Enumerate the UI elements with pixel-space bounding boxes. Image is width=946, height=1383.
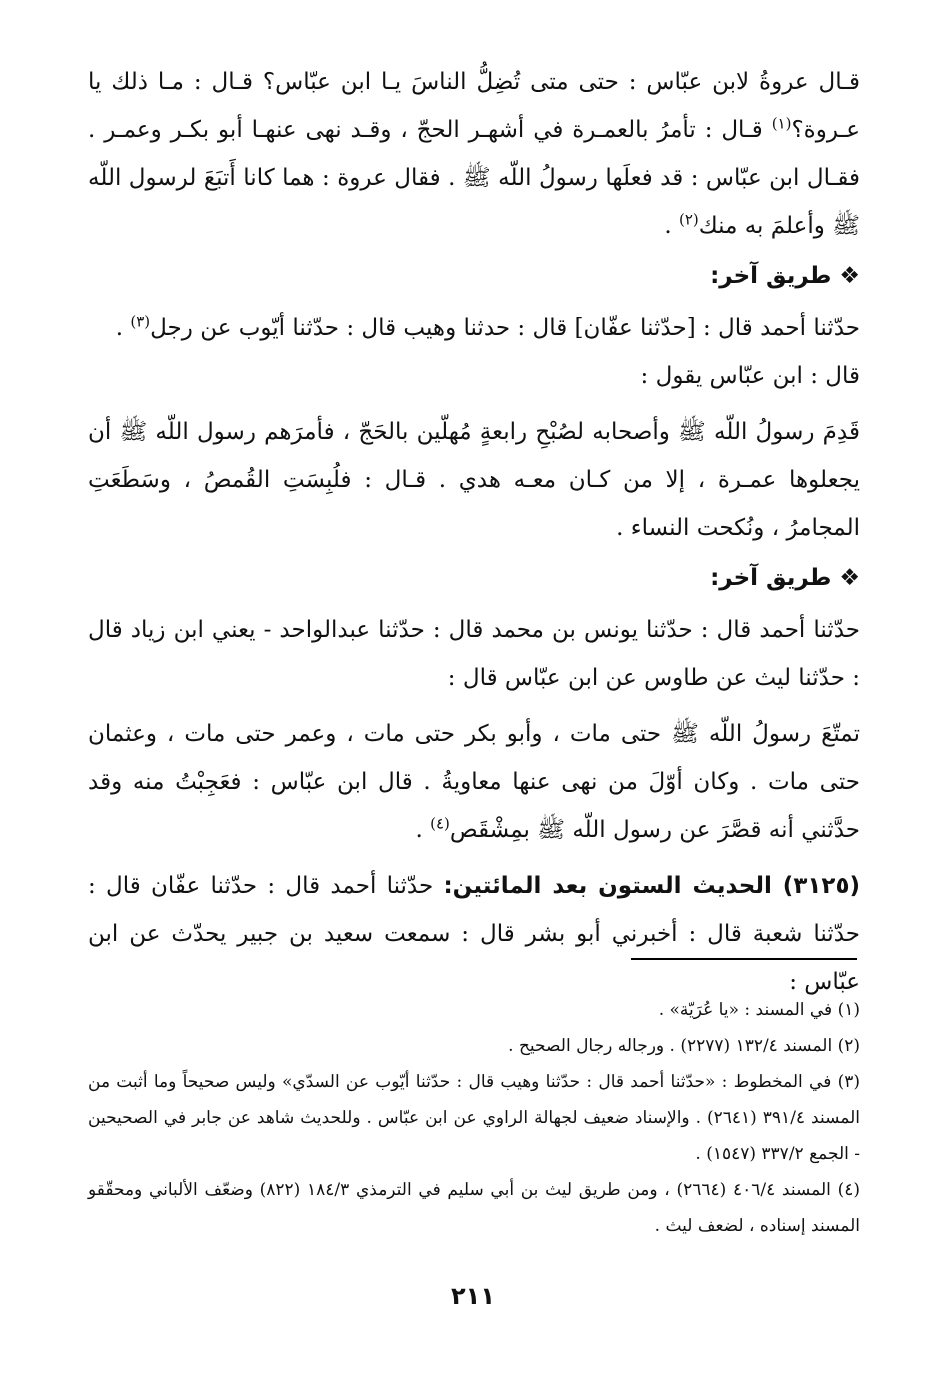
- paragraph-isnad: حدّثنا أحمد قال : [حدّثنا عفّان] قال : حدثنا وهيب قال : حدّثنا أيّوب عن رجل$^{(٣)}$ . قال : ابن عبّاس يقول :: [115, 312, 860, 389]
- paragraph-matn: تمتّعَ رسولُ اللّه ﷺ حتى مات ، وأبو بكر حتى مات ، وعمر حتى مات ، وعثمان حتى مات . وكان أوّلَ من نهى عنها معاويةُ . قال ابن عبّاس : فعَجِبْتُ منه وقد حدَّثني أنه قصَّرَ عن رسول اللّه ﷺ بمِشْقَص$^{(٤)}$ .: [88, 721, 860, 843]
- main-text: [88, 58, 860, 1006]
- footnote-divider: [631, 958, 857, 960]
- footnote-ref-4: (٤): [430, 814, 450, 833]
- footnote: (٣) في المخطوط : «حدّثنا أحمد قال : حدّثنا وهيب قال : حدّثنا أيّوب عن السدّي» وليس صحيحاً وما أثبت من المسند ٣٩١/٤ (٢٦٤١) . والإسناد ضعيف لجهالة الراوي عن ابن عبّاس . وللحديث شاهد عن جابر في الصحيحين - الجمع ٣٣٧/٢ (١٥٤٧) .: [88, 1072, 860, 1164]
- footnote-ref-1: (١): [771, 114, 792, 133]
- section-heading: ❖طريق آخر:: [710, 565, 860, 591]
- diamond-icon: ❖: [839, 565, 860, 591]
- paragraph-hadith-3125: (٣١٢٥) الحديث الستون بعد المائتين: حدّثنا أحمد قال : حدّثنا عفّان قال : حدّثنا شعبة قال : أخبرني أبو بشر قال : سمعت سعيد بن جبير يحدّث عن ابن عبّاس :: [88, 873, 860, 995]
- page-number: ٢١١: [451, 1282, 495, 1310]
- footnote: (٤) المسند ٤٠٦/٤ (٢٦٦٤) ، ومن طريق ليث بن أبي سليم في الترمذي ١٨٤/٣ (٨٢٢) وضعّف الألباني ومحقّقو المسند إسناده ، لضعف ليث .: [88, 1180, 860, 1236]
- paragraph-urwa: قـال عروةُ لابن عبّاس : حتى متى تُضِلُّ الناسَ يـا ابن عبّاس؟ قـال : مـا ذلك يا عـروة؟$^{(١)}$ قـال : تأمرُ بالعمـرة في أشهـر الحجّ ، وقـد نهى عنهـا أبو بكـر وعمـر . فقـال ابن عبّاس : قد فعلَها رسولُ اللّه ﷺ . فقال عروة : هما كانا أَتبَعَ لرسول اللّه ﷺ وأعلمَ به منك$^{(٢)}$ .: [88, 69, 860, 239]
- footnote-ref-2: (٢): [678, 210, 699, 229]
- footnotes: [88, 992, 860, 1244]
- footnote-ref-3: (٣): [130, 312, 151, 331]
- section-heading: ❖طريق آخر:: [710, 263, 860, 289]
- hadith-label: (٣١٢٥) الحديث الستون بعد المائتين:: [443, 873, 860, 899]
- paragraph-isnad: حدّثنا أحمد قال : حدّثنا يونس بن محمد قال : حدّثنا عبدالواحد - يعني ابن زياد قال : حدّثنا ليث عن طاوس عن ابن عبّاس قال :: [88, 617, 860, 691]
- paragraph-matn: قَدِمَ رسولُ اللّه ﷺ وأصحابه لصُبْحِ رابعةٍ مُهلّين بالحَجّ ، فأمرَهم رسول اللّه ﷺ أن يجعلوها عمـرة ، إلا من كـان معـه هدي . قـال : فلُبِسَتِ القُمصُ ، وسَطَعَتِ المجامرُ ، ونُكحت النساء .: [88, 419, 860, 541]
- footnote: (٢) المسند ١٣٢/٤ (٢٢٧٧) . ورجاله رجال الصحيح .: [508, 1036, 860, 1056]
- diamond-icon: ❖: [839, 263, 860, 289]
- footnote: (١) في المسند : «يا عُرَيّة» .: [658, 1000, 860, 1020]
